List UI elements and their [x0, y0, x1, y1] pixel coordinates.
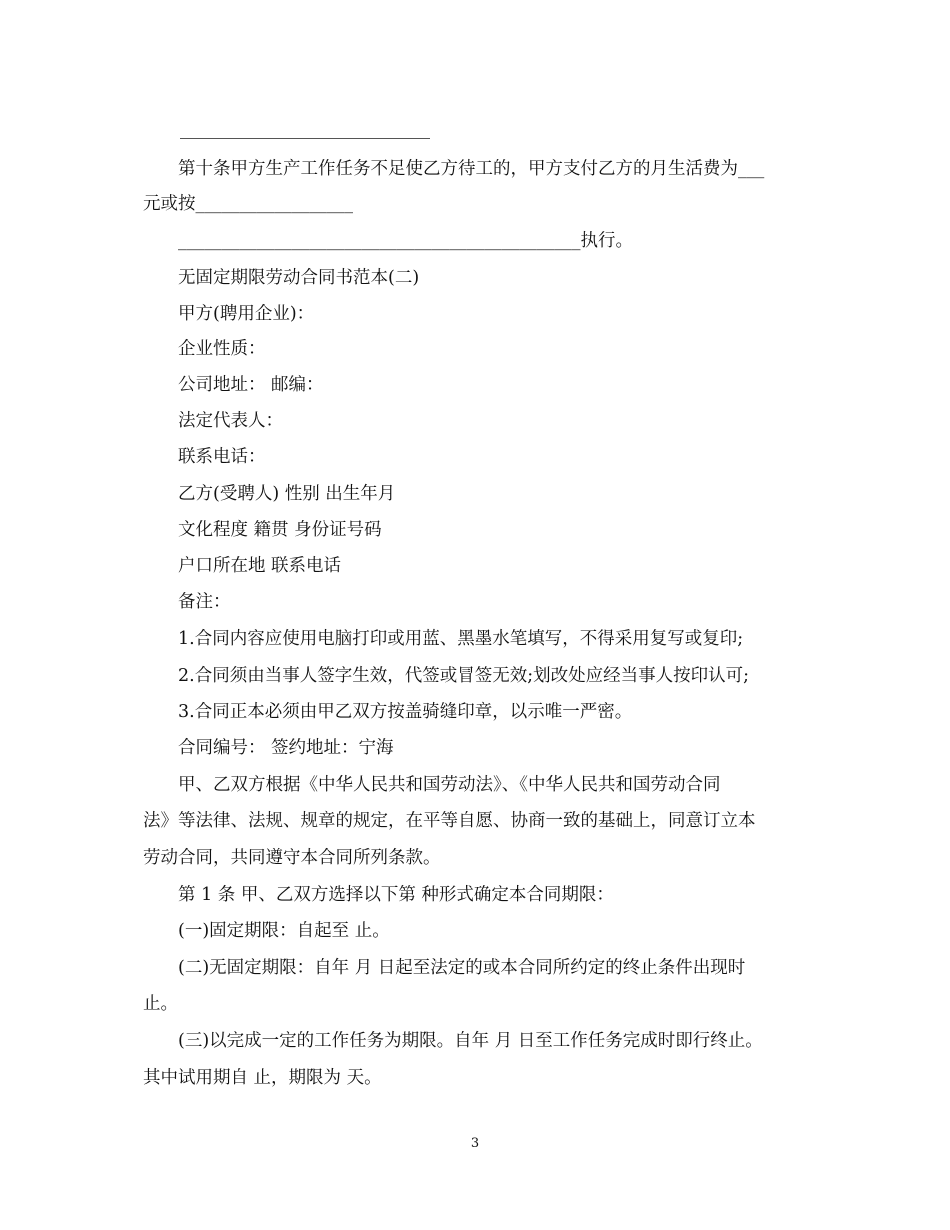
term-open-line2: 止。	[143, 994, 178, 1014]
note-2: 2.合同须由当事人签字生效，代签或冒签无效;划改处应经当事人按印认可;	[178, 666, 749, 686]
term-task-line2: 其中试用期自 止，期限为 天。	[143, 1068, 382, 1088]
enterprise-nature-label: 企业性质：	[178, 339, 266, 359]
term-fixed: (一)固定期限：自起至 止。	[178, 921, 390, 941]
contract-title-two: 无固定期限劳动合同书范本(二)	[178, 268, 420, 288]
preamble-line2: 法》等法律、法规、规章的规定，在平等自愿、协商一致的基础上，同意订立本	[143, 811, 756, 831]
article10-line3: ______________________________________________执行。	[178, 231, 633, 251]
term-task-line1: (三)以完成一定的工作任务为期限。自年 月 日至工作任务完成时即行终止。	[178, 1031, 763, 1051]
household-label: 户口所在地 联系电话	[178, 556, 342, 576]
education-label: 文化程度 籍贯 身份证号码	[178, 520, 382, 540]
contact-phone-label: 联系电话：	[178, 447, 266, 467]
legal-representative-label: 法定代表人：	[178, 411, 283, 431]
contract-number-label: 合同编号： 签约地址：宁海	[178, 738, 394, 758]
party-b-label: 乙方(受聘人) 性别 出生年月	[178, 484, 396, 504]
company-address-label: 公司地址： 邮编：	[178, 375, 324, 395]
party-a-label: 甲方(聘用企业)：	[178, 304, 315, 324]
article10-line2: 元或按__________________	[143, 194, 353, 214]
blank-fill-line	[180, 138, 430, 139]
note-1: 1.合同内容应使用电脑打印或用蓝、黑墨水笔填写，不得采用复写或复印;	[178, 629, 744, 649]
article10-line1: 第十条甲方生产工作任务不足使乙方待工的，甲方支付乙方的月生活费为___	[178, 159, 765, 179]
note-3: 3.合同正本必须由甲乙双方按盖骑缝印章，以示唯一严密。	[178, 702, 633, 722]
term-open-line1: (二)无固定期限：自年 月 日起至法定的或本合同所约定的终止条件出现时	[178, 958, 746, 978]
remarks-label: 备注：	[178, 592, 231, 612]
preamble-line3: 劳动合同，共同遵守本合同所列条款。	[143, 848, 441, 868]
article-1: 第 1 条 甲、乙双方选择以下第 种形式确定本合同期限：	[178, 885, 614, 905]
preamble-line1: 甲、乙双方根据《中华人民共和国劳动法》、《中华人民共和国劳动合同	[178, 775, 721, 795]
page-number: 3	[470, 1136, 480, 1151]
